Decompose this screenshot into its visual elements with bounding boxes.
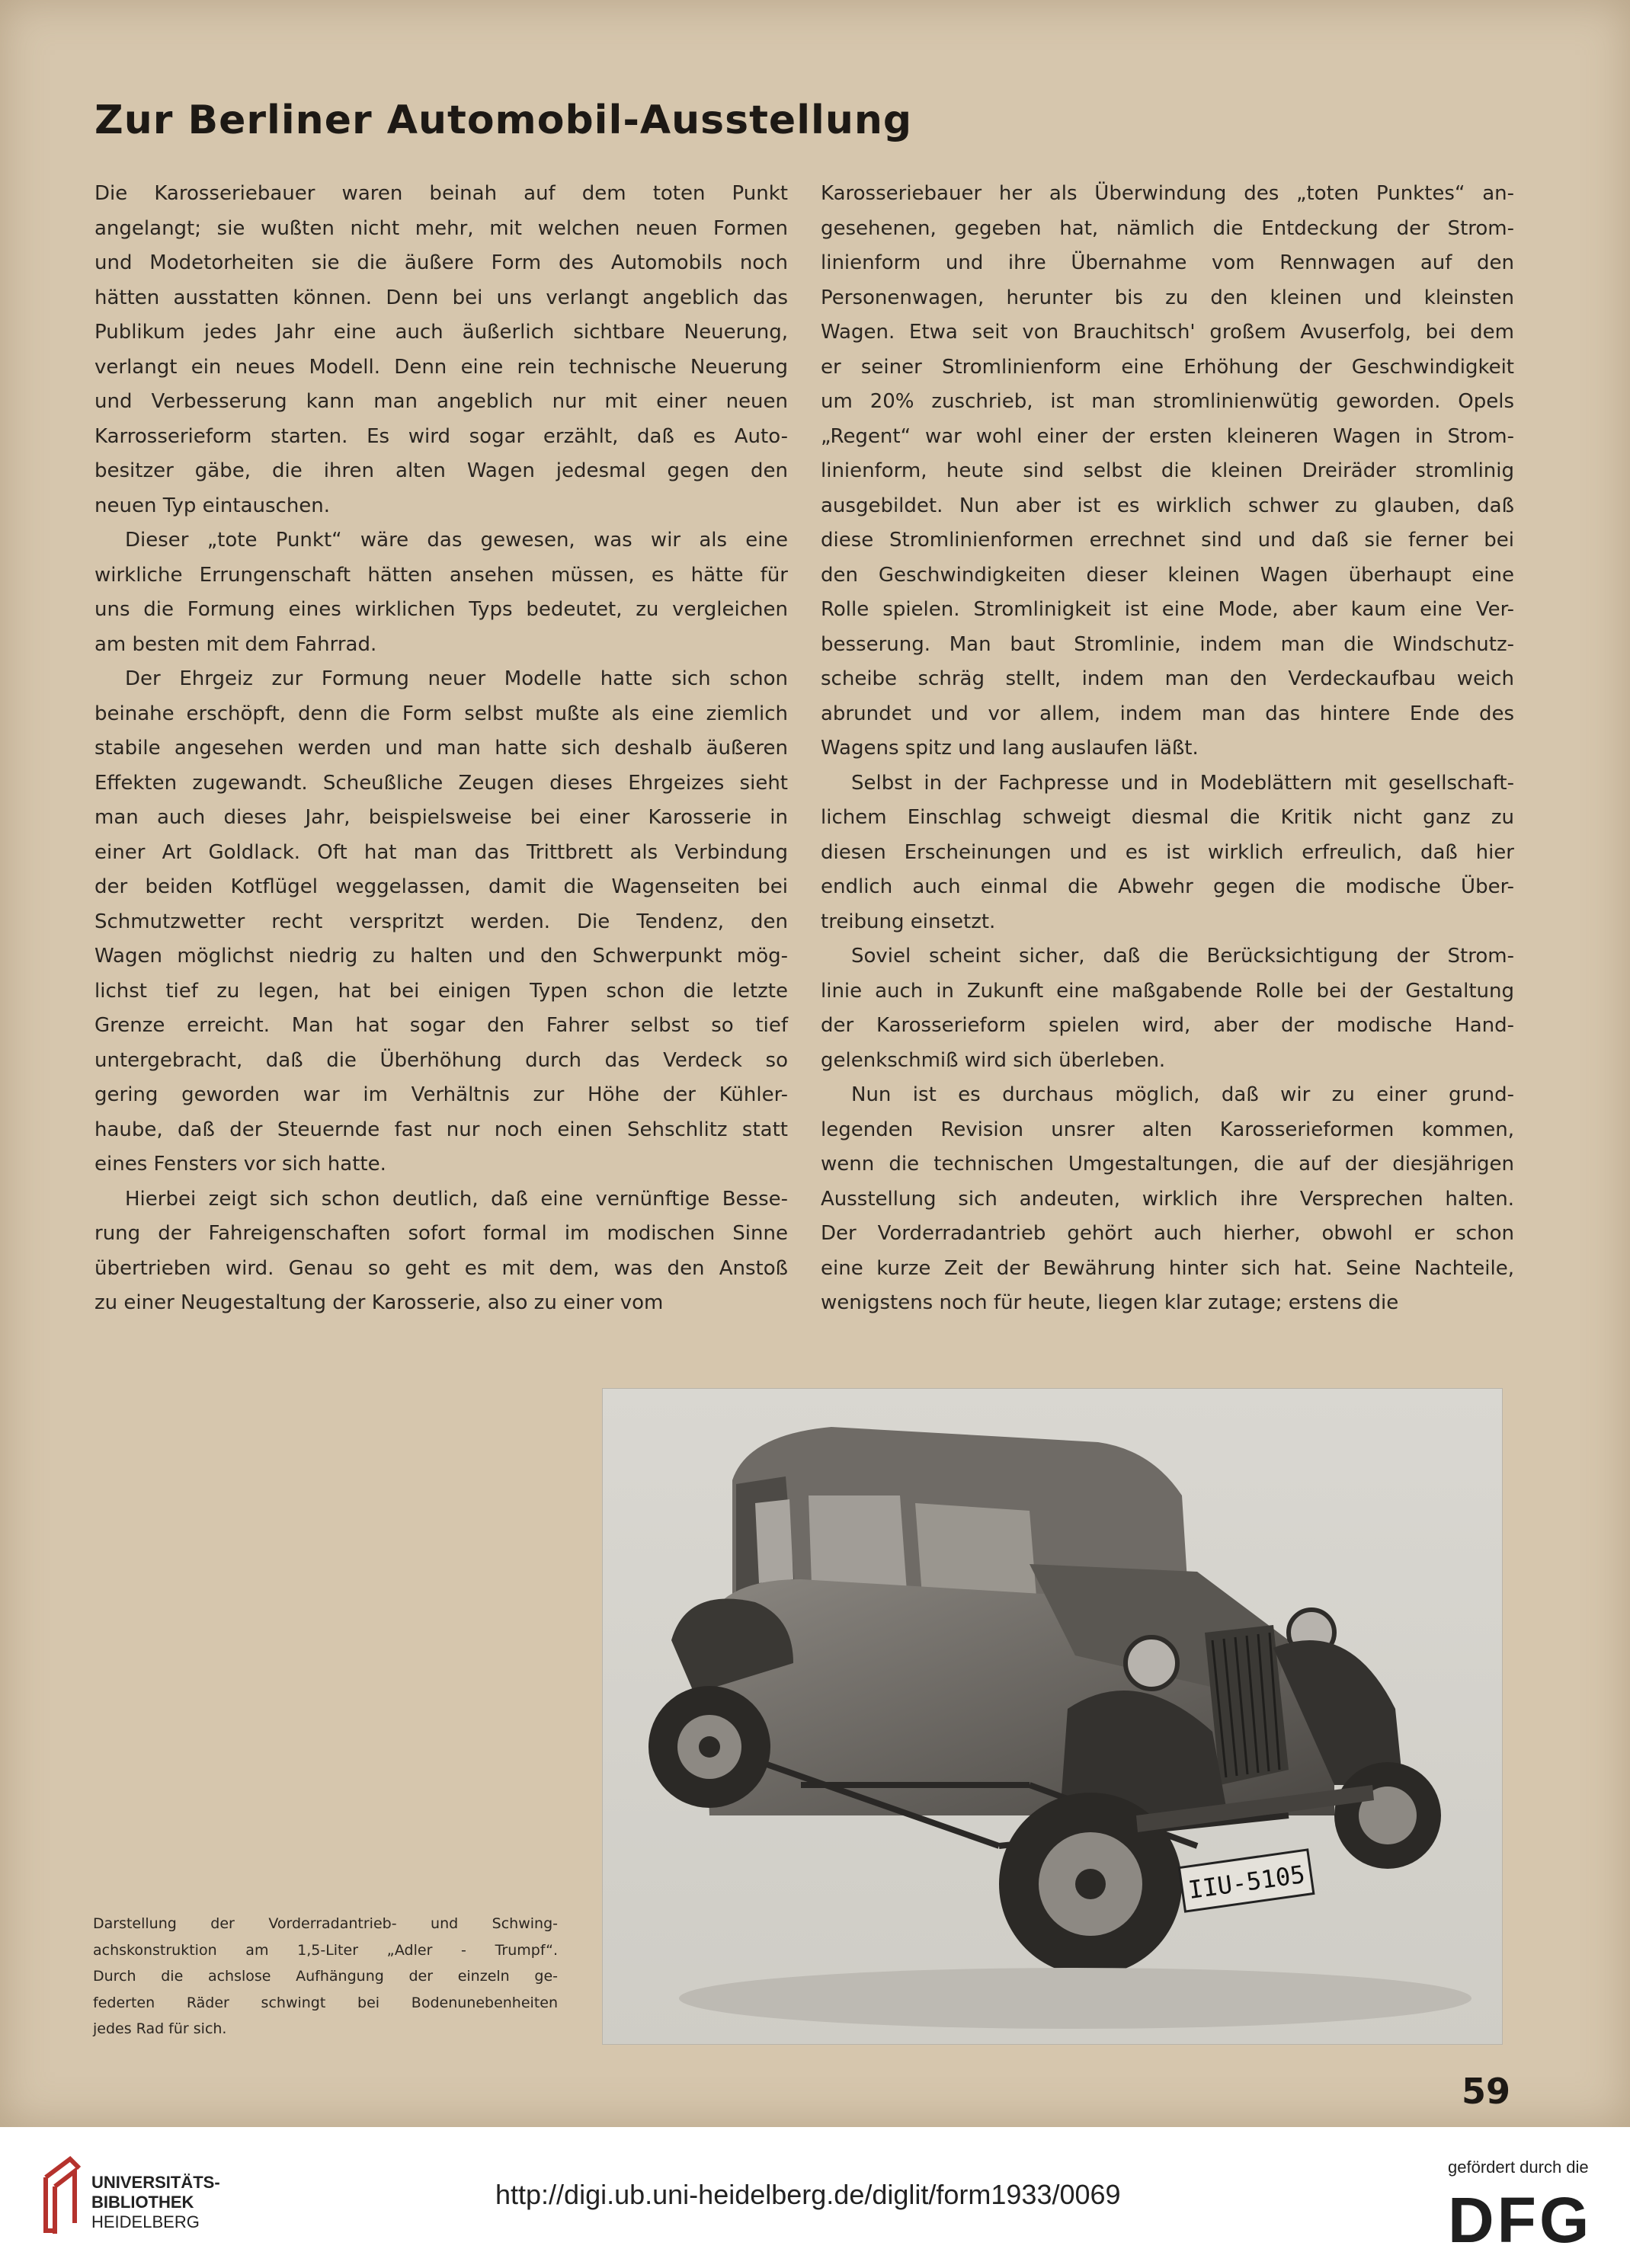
text-line: eines Fensters vor sich hatte. (94, 1153, 386, 1176)
library-name-line-3: HEIDELBERG (91, 2212, 200, 2231)
library-name (91, 2173, 220, 2232)
text-line: gelenkschmiß wird sich überleben. (821, 1048, 1166, 1072)
text-line: gering geworden war im Verhältnis zur Höhe der Kühler- (94, 1083, 788, 1106)
text-line: am besten mit dem Fahrrad. (94, 632, 377, 656)
digitization-footer (0, 2127, 1630, 2268)
text-line: besserung. Man baut Stromlinie, indem man die Windschutz- (821, 632, 1514, 656)
text-line: Soviel scheint sicher, daß die Berücksichtigung der Strom- (851, 945, 1514, 968)
text-line: Wagen möglichst niedrig zu halten und den Schwerpunkt mög- (94, 945, 788, 968)
text-line: Der Ehrgeiz zur Formung neuer Modelle hatte sich schon (125, 667, 788, 690)
text-line: um 20% zuschrieb, ist man stromlinienwütig geworden. Opels (821, 390, 1514, 413)
text-line: Hierbei zeigt sich schon deutlich, daß eine vernünftige Besse- (125, 1187, 788, 1211)
funded-by-label: gefördert durch die (1448, 2158, 1589, 2177)
text-line: verlangt ein neues Modell. Denn eine rein technische Neuerung (94, 355, 788, 379)
caption-line: Durch die achslose Aufhängung der einzeln ge- (93, 1968, 558, 1985)
text-line: diese Stromlinienformen errechnet sind und daß sie ferner bei (821, 529, 1514, 552)
text-line: Publikum jedes Jahr eine auch äußerlich sichtbare Neuerung, (94, 321, 788, 344)
text-line: treibung einsetzt. (821, 910, 996, 933)
text-line: scheibe schräg stellt, indem man den Verdeckaufbau weich (821, 667, 1514, 690)
text-line: eine kurze Zeit der Bewährung hinter sich hat. Seine Nachteile, (821, 1256, 1514, 1280)
caption-line: federten Räder schwingt bei Bodenunebenheiten (93, 1994, 558, 2011)
text-line: linienform, heute sind selbst die kleinen Dreiräder stromlinig (821, 459, 1514, 482)
text-line: der Karosserieform spielen wird, aber der modische Hand- (821, 1014, 1514, 1037)
dfg-logo: DFG (1448, 2184, 1593, 2256)
text-line: gesehenen, gegeben hat, nämlich die Entdeckung der Strom- (821, 216, 1514, 240)
text-line: einer Art Goldlack. Oft hat man das Trittbrett als Verbindung (94, 840, 788, 864)
car-illustration (603, 1389, 1502, 2044)
text-line: Selbst in der Fachpresse und in Modeblättern mit gesellschaft- (851, 771, 1514, 795)
article-title: Zur Berliner Automobil-Ausstellung (94, 98, 913, 143)
text-line: rung der Fahreigenschaften sofort formal im modischen Sinne (94, 1222, 788, 1245)
text-line: diesen Erscheinungen und es ist wirklich erfreulich, daß hier (821, 840, 1514, 864)
text-line: linie auch in Zukunft eine maßgabende Rolle bei der Gestaltung (821, 979, 1514, 1003)
text-line: zu einer Neugestaltung der Karosserie, also zu einer vom (94, 1291, 664, 1314)
text-line: legenden Revision unsrer alten Karosserieformen kommen, (821, 1118, 1514, 1141)
text-line: stabile angesehen werden und man hatte sich deshalb äußeren (94, 737, 788, 760)
text-line: beinahe erschöpft, denn die Form selbst mußte als eine ziemlich (94, 702, 788, 725)
text-line: haube, daß der Steuernde fast nur noch einen Sehschlitz statt (94, 1118, 788, 1141)
text-column-left (94, 177, 788, 1321)
photo-caption (93, 1911, 558, 2042)
text-line: lichst tief zu legen, hat bei einigen Typen schon die letzte (94, 979, 788, 1003)
text-line: Karosseriebauer her als Überwindung des „toten Punktes“ an- (821, 182, 1514, 205)
page-number: 59 (1462, 2071, 1511, 2112)
text-line: Grenze erreicht. Man hat sogar den Fahrer selbst so tief (94, 1014, 788, 1037)
text-line: „Regent“ war wohl einer der ersten kleineren Wagen in Strom- (821, 424, 1514, 448)
text-line: der beiden Kotflügel weggelassen, damit die Wagenseiten bei (94, 875, 788, 898)
text-column-right (821, 177, 1514, 1321)
text-line: Nun ist es durchaus möglich, daß wir zu einer grund- (851, 1083, 1514, 1106)
caption-line: jedes Rad für sich. (93, 2020, 227, 2037)
caption-line: achskonstruktion am 1,5-Liter „Adler - Trumpf“. (93, 1941, 558, 1959)
text-line: untergebracht, daß die Überhöhung durch das Verdeck so (94, 1048, 788, 1072)
text-line: Effekten zugewandt. Scheußliche Zeugen dieses Ehrgeizes sieht (94, 771, 788, 795)
car-photograph (602, 1388, 1503, 2045)
text-line: Karrosserieform starten. Es wird sogar erzählt, daß es Auto- (94, 424, 788, 448)
text-line: übertrieben wird. Genau so geht es mit dem, was den Anstoß (94, 1256, 788, 1280)
text-line: man auch dieses Jahr, beispielsweise bei einer Karosserie in (94, 806, 788, 829)
library-name-line-2: BIBLIOTHEK (91, 2193, 194, 2212)
text-line: lichem Einschlag schweigt diesmal die Kritik nicht ganz zu (821, 806, 1514, 829)
library-logo-icon (40, 2154, 85, 2238)
library-name-line-1: UNIVERSITÄTS- (91, 2173, 220, 2192)
text-line: hätten ausstatten können. Denn bei uns verlangt angeblich das (94, 286, 788, 309)
text-line: Wagen. Etwa seit von Brauchitsch' großem Avuserfolg, bei dem (821, 321, 1514, 344)
text-line: und Verbesserung kann man angeblich nur mit einer neuen (94, 390, 788, 413)
text-line: den Geschwindigkeiten dieser kleinen Wagen überhaupt eine (821, 563, 1514, 587)
text-line: Schmutzwetter recht verspritzt werden. Die Tendenz, den (94, 910, 788, 933)
caption-line: Darstellung der Vorderradantrieb- und Schwing- (93, 1915, 558, 1932)
text-line: neuen Typ eintauschen. (94, 494, 331, 517)
text-line: linienform und ihre Übernahme vom Rennwagen auf den (821, 251, 1514, 274)
text-line: Der Vorderradantrieb gehört auch hierher, obwohl er schon (821, 1222, 1514, 1245)
text-line: wenigstens noch für heute, liegen klar zutage; erstens die (821, 1291, 1399, 1314)
text-line: Rolle spielen. Stromlinigkeit ist eine Mode, aber kaum eine Ver- (821, 598, 1514, 621)
text-line: angelangt; sie wußten nicht mehr, mit welchen neuen Formen (94, 216, 788, 240)
text-line: und Modetorheiten sie die äußere Form des Automobils noch (94, 251, 788, 274)
license-plate: IIU-5105 (1186, 1859, 1307, 1905)
text-line: besitzer gäbe, die ihren alten Wagen jedesmal gegen den (94, 459, 788, 482)
text-line: uns die Formung eines wirklichen Typs bedeutet, zu vergleichen (94, 598, 788, 621)
text-line: Dieser „tote Punkt“ wäre das gewesen, was wir als eine (125, 529, 788, 552)
text-line: Ausstellung sich andeuten, wirklich ihre Versprechen halten. (821, 1187, 1514, 1211)
text-line: endlich auch einmal die Abwehr gegen die modische Über- (821, 875, 1514, 898)
text-line: wirkliche Errungenschaft hätten ansehen müssen, es hätte für (94, 563, 788, 587)
text-line: Personenwagen, herunter bis zu den kleinen und kleinsten (821, 286, 1514, 309)
source-url-link[interactable]: http://digi.ub.uni-heidelberg.de/diglit/form1933/0069 (495, 2179, 1121, 2210)
text-line: er seiner Stromlinienform eine Erhöhung der Geschwindigkeit (821, 355, 1514, 379)
text-line: Wagens spitz und lang auslaufen läßt. (821, 737, 1199, 760)
text-line: wenn die technischen Umgestaltungen, die auf der diesjährigen (821, 1153, 1514, 1176)
text-line: ausgebildet. Nun aber ist es wirklich schwer zu glauben, daß (821, 494, 1514, 517)
text-line: Die Karosseriebauer waren beinah auf dem toten Punkt (94, 182, 788, 205)
text-line: abrundet und vor allem, indem man das hintere Ende des (821, 702, 1514, 725)
